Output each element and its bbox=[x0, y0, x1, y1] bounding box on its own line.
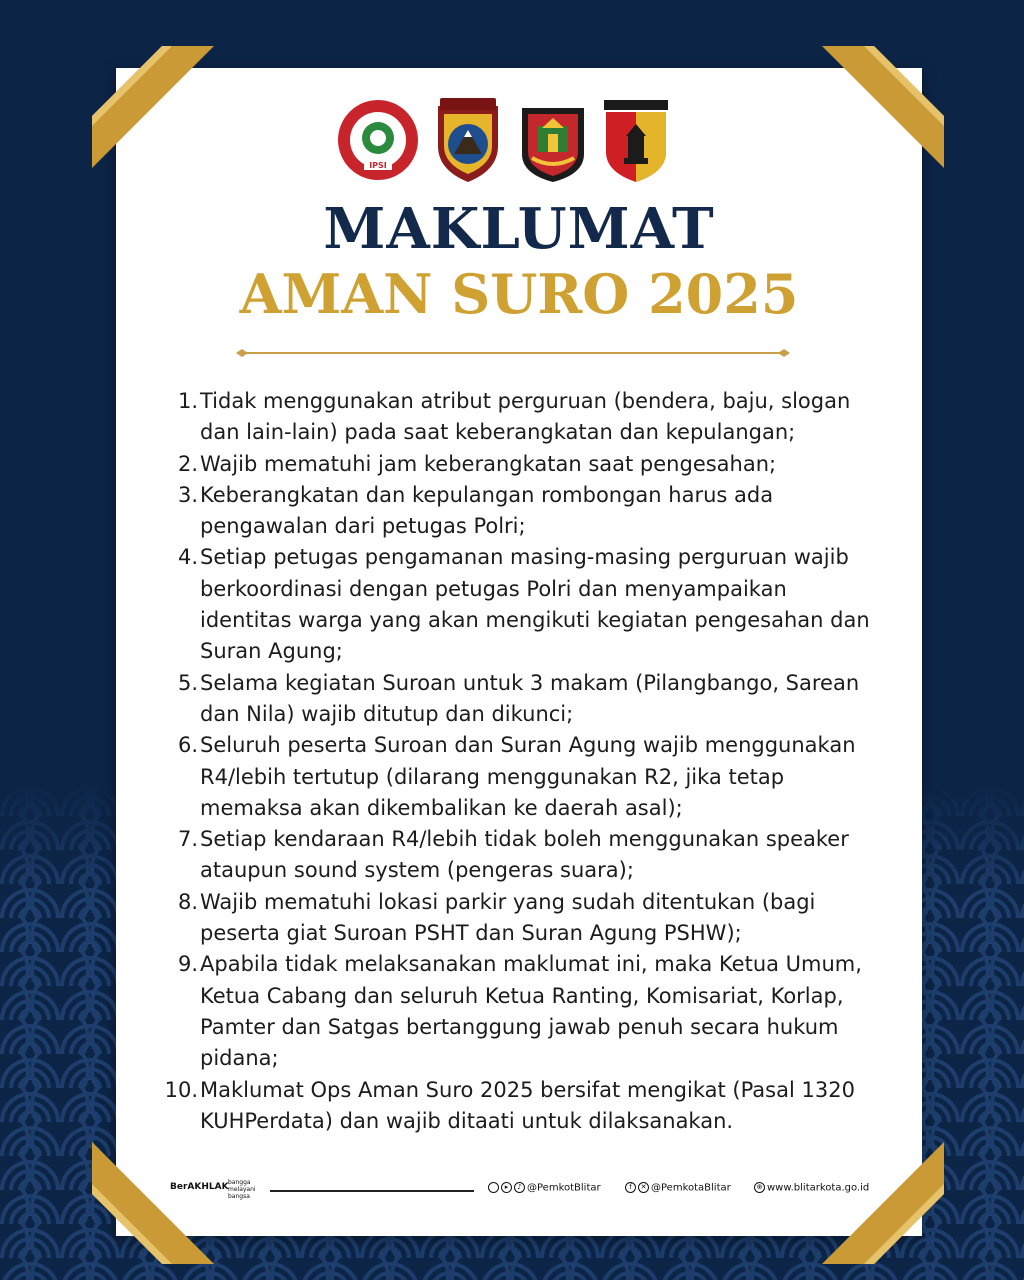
list-item-number: 3. bbox=[177, 482, 198, 507]
footer-bar bbox=[170, 1176, 882, 1206]
list-item-text: Setiap petugas pengamanan masing-masing perguruan wajib berkoordinasi dengan petugas Polri dan menyampaikan identitas warga yang akan mengikuti kegiatan pengesahan dan Suran Agung; bbox=[200, 545, 870, 664]
list-item-text: Wajib mematuhi lokasi parkir yang sudah ditentukan (bagi peserta giat Suroan PSHT dan Suran Agung PSHW); bbox=[200, 889, 816, 946]
berakhlak-tagline: bangga melayani bangsa bbox=[228, 1179, 256, 1200]
title-aman-suro: AMAN SURO 2025 bbox=[239, 262, 799, 326]
title-maklumat: MAKLUMAT bbox=[323, 196, 715, 262]
instagram-social[interactable] bbox=[488, 1182, 601, 1194]
youtube-icon: ▸ bbox=[501, 1182, 512, 1193]
berakhlak-logo: BerAKHLAK bbox=[170, 1182, 229, 1192]
list-item-text: Tidak menggunakan atribut perguruan (bendera, baju, slogan dan lain-lain) pada saat keberangkatan dan kepulangan; bbox=[200, 389, 851, 445]
list-item-text: Wajib mematuhi jam keberangkatan saat pengesahan; bbox=[200, 451, 777, 476]
list-item-number: 6. bbox=[177, 733, 198, 758]
list-item-number: 8. bbox=[177, 889, 198, 914]
instagram-icon bbox=[488, 1182, 499, 1193]
facebook-icon: f bbox=[625, 1182, 636, 1193]
list-item-number: 4. bbox=[177, 545, 198, 570]
logo-row bbox=[0, 96, 1024, 186]
ipsi-logo bbox=[336, 98, 420, 182]
globe-icon: ⊕ bbox=[754, 1182, 765, 1193]
list-item-number: 9. bbox=[177, 952, 198, 977]
footer-divider bbox=[270, 1190, 474, 1192]
list-item bbox=[160, 1075, 870, 1138]
list-item-number: 1. bbox=[177, 389, 198, 413]
list-item-number: 5. bbox=[177, 670, 198, 695]
facebook-handle: @PemkotaBlitar bbox=[651, 1182, 731, 1194]
list-item bbox=[160, 824, 870, 887]
list-item bbox=[160, 949, 870, 1074]
list-item-number: 2. bbox=[177, 451, 198, 476]
list-item bbox=[160, 449, 870, 480]
facebook-social[interactable] bbox=[625, 1182, 731, 1194]
list-item bbox=[160, 730, 870, 824]
list-item bbox=[160, 668, 870, 731]
list-item bbox=[160, 480, 870, 543]
list-item-number: 7. bbox=[177, 827, 198, 852]
list-item-text: Seluruh peserta Suroan dan Suran Agung wajib menggunakan R4/lebih tertutup (dilarang menggunakan R2, jika tetap memaksa akan dikembalikan ke daerah asal); bbox=[200, 733, 856, 820]
brawijaya-logo bbox=[602, 100, 670, 184]
polda-jatim-logo bbox=[434, 96, 502, 184]
list-item bbox=[160, 386, 870, 449]
ipsi-logo-initials: IPSI bbox=[369, 161, 387, 170]
instagram-handle: @PemkotBlitar bbox=[527, 1182, 601, 1194]
list-item-text: Apabila tidak melaksanakan maklumat ini, maka Ketua Umum, Ketua Cabang dan seluruh Ketua Ranting, Komisariat, Korlap, Pamter dan Satgas bertanggung jawab penuh secara hukum pidana; bbox=[200, 952, 862, 1071]
website-link[interactable] bbox=[754, 1182, 869, 1194]
kota-blitar-logo bbox=[520, 96, 586, 184]
list-item-text: Setiap kendaraan R4/lebih tidak boleh menggunakan speaker ataupun sound system (pengeras suara); bbox=[200, 827, 849, 883]
list-item bbox=[160, 887, 870, 950]
maklumat-list bbox=[160, 386, 870, 1137]
list-item-text: Maklumat Ops Aman Suro 2025 bersifat mengikat (Pasal 1320 KUHPerdata) dan wajib ditaati untuk dilaksanakan. bbox=[200, 1077, 855, 1133]
list-item bbox=[160, 542, 870, 667]
website-url: www.blitarkota.go.id bbox=[767, 1182, 870, 1194]
list-item-number: 10. bbox=[164, 1077, 198, 1102]
list-item-text: Keberangkatan dan kepulangan rombongan harus ada pengawalan dari petugas Polri; bbox=[200, 482, 774, 539]
list-item-text: Selama kegiatan Suroan untuk 3 makam (Pilangbango, Sarean dan Nila) wajib ditutup dan dikunci; bbox=[200, 670, 860, 726]
tiktok-icon: ♪ bbox=[514, 1182, 525, 1193]
gold-divider bbox=[236, 346, 790, 360]
x-icon: ✕ bbox=[638, 1182, 649, 1193]
